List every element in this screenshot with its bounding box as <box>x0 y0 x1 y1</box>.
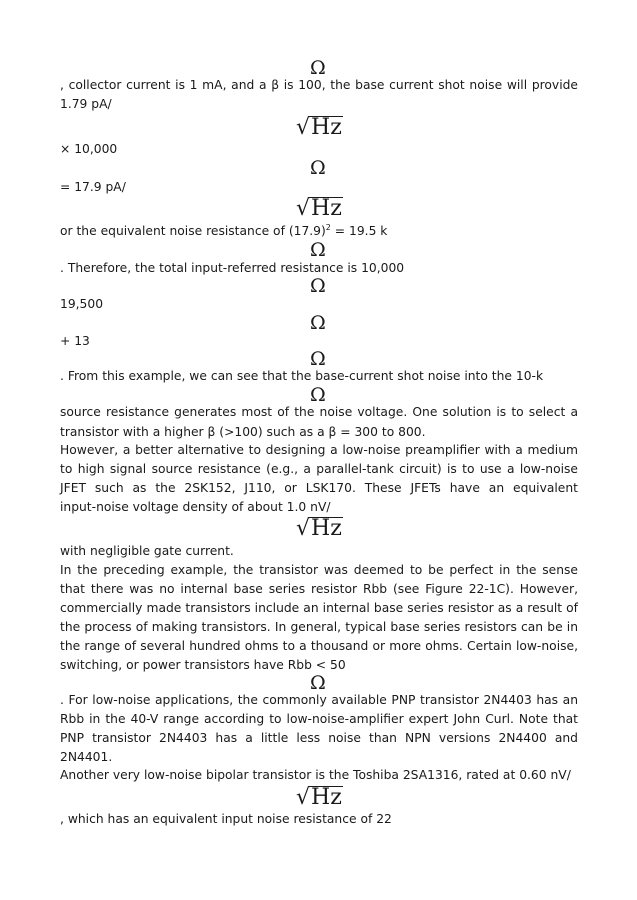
superscript: 2 <box>325 222 331 232</box>
sqrt-sign: √ <box>296 196 311 221</box>
text-line: switching, or power transistors have Rbb < 50 <box>60 658 346 672</box>
text-line: with negligible gate current. <box>60 544 234 558</box>
sqrt-hz-symbol <box>296 786 343 810</box>
text-line: However, a better alternative to designing a low-noise preamplifier with a medium <box>60 443 578 457</box>
text-line: + 13 <box>60 334 90 348</box>
text-line: input-noise voltage density of about 1.0 nV/ <box>60 500 331 514</box>
omega-symbol: Ω <box>310 157 326 179</box>
sqrt-hz-symbol <box>296 197 343 221</box>
text-line: 19,500 <box>60 297 104 311</box>
omega-symbol: Ω <box>310 239 326 261</box>
text-line: JFET such as the 2SK152, J110, or LSK170. These JFETs have an equivalent <box>60 481 578 495</box>
text-line: , which has an equivalent input noise resistance of 22 <box>60 812 392 826</box>
text-line: commercially made transistors include an internal base series resistor as a result of <box>60 601 578 615</box>
sqrt-hz-symbol <box>296 517 343 541</box>
sqrt-radicand: Hz <box>311 516 342 541</box>
text-line <box>60 224 387 239</box>
text-line: = 17.9 pA/ <box>60 180 126 194</box>
omega-symbol: Ω <box>310 275 326 297</box>
text-line: the process of making transistors. In general, typical base series resistors can be in <box>60 620 578 634</box>
text-line: In the preceding example, the transistor was deemed to be perfect in the sense <box>60 563 578 577</box>
omega-symbol: Ω <box>310 348 326 370</box>
text-line: source resistance generates most of the noise voltage. One solution is to select a <box>60 405 578 419</box>
omega-symbol: Ω <box>310 312 326 334</box>
text-span: or the equivalent noise resistance of (17.9) <box>60 224 326 238</box>
sqrt-sign: √ <box>296 785 311 810</box>
text-line: . Therefore, the total input-referred resistance is 10,000 <box>60 261 405 275</box>
text-line: 1.79 pA/ <box>60 97 112 111</box>
omega-symbol: Ω <box>310 57 326 79</box>
text-line: the range of several hundred ohms to a thousand or more ohms. Certain low-noise, <box>60 639 578 653</box>
text-line: × 10,000 <box>60 142 118 156</box>
sqrt-sign: √ <box>296 115 311 140</box>
sqrt-radicand: Hz <box>311 196 342 221</box>
text-line: Rbb in the 40-V range according to low-noise-amplifier expert John Curl. Note that <box>60 712 578 726</box>
sqrt-radicand: Hz <box>311 115 342 140</box>
text-line: that there was no internal base series resistor Rbb (see Figure 22-1C). However, <box>60 582 578 596</box>
text-line: . For low-noise applications, the commonly available PNP transistor 2N4403 has an <box>60 693 578 707</box>
omega-symbol: Ω <box>310 384 326 406</box>
text-span: = 19.5 k <box>330 224 388 238</box>
omega-symbol: Ω <box>310 672 326 694</box>
text-line: Another very low-noise bipolar transistor is the Toshiba 2SA1316, rated at 0.60 nV/ <box>60 768 571 782</box>
sqrt-sign: √ <box>296 516 311 541</box>
text-line: to high signal source resistance (e.g., a parallel-tank circuit) is to use a low-noise <box>60 462 578 476</box>
text-line: 2N4401. <box>60 750 113 764</box>
sqrt-radicand: Hz <box>311 785 342 810</box>
text-line: . From this example, we can see that the base-current shot noise into the 10-k <box>60 369 544 383</box>
text-line: transistor with a higher β (>100) such as a β = 300 to 800. <box>60 425 426 439</box>
text-line: PNP transistor 2N4403 has a little less noise than NPN versions 2N4400 and <box>60 731 578 745</box>
text-line: , collector current is 1 mA, and a β is 100, the base current shot noise will provide <box>60 78 578 92</box>
sqrt-hz-symbol <box>296 116 343 140</box>
